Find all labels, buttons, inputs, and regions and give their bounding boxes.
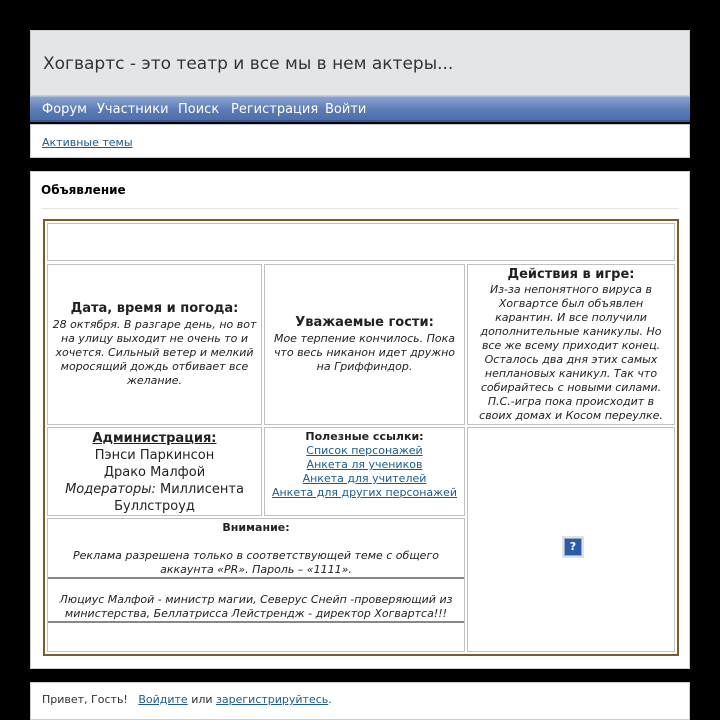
help-icon[interactable]: ? <box>564 538 582 556</box>
nav-register[interactable]: Регистрация <box>231 102 319 117</box>
attention-cell <box>47 518 465 652</box>
guests-cell <box>264 264 465 425</box>
game-actions-cell <box>467 264 675 425</box>
image-cell <box>467 427 675 652</box>
teachers-form-link[interactable]: Анкета для учителей <box>302 472 427 485</box>
register-link[interactable]: зарегистрируйтесь <box>216 693 329 706</box>
divider <box>41 208 679 209</box>
links-heading: Полезные ссылки: <box>305 430 424 443</box>
game-heading: Действия в игре: <box>507 267 635 282</box>
moderators-label: Модераторы: <box>65 482 156 497</box>
nav-search[interactable]: Поиск <box>178 102 220 117</box>
other-characters-form-link[interactable]: Анкета для других персонажей <box>271 486 458 499</box>
admin-name: Пэнси Паркинсон <box>94 448 215 463</box>
game-text: Из-за непонятного вируса в Хогвартсе был объявлен карантин. И все получили дополнительные каникулы. Но все же всему приходит конец. Осталось два дня этих самых неплановых каникул. Так что собирайтесь с новыми силами. П.С.-игра пока происходит в своих домах и Косом переулке. <box>479 283 663 422</box>
admin-name: Драко Малфой <box>103 465 206 480</box>
login-link[interactable]: Войдите <box>138 693 188 706</box>
main-navigation <box>30 96 690 122</box>
guests-heading: Уважаемые гости: <box>295 315 434 330</box>
forum-header <box>30 30 690 96</box>
attention-text: Люциус Малфой - министр магии, Северус Снейп -проверяющий из министерства, Беллатрисса Лейстрендж - директор Хогвартса!!! <box>59 593 453 620</box>
period-text: . <box>328 693 332 706</box>
attention-text: Реклама разрешена только в соответствующей теме с общего аккаунта «PR». Пароль – «1111». <box>73 549 439 576</box>
guest-greeting-line <box>42 693 332 706</box>
or-text: или <box>191 693 213 706</box>
forum-title: Хогвартс - это театр и все мы в нем актеры... <box>43 54 454 74</box>
admin-cell <box>47 427 262 516</box>
guests-text: Мое терпение кончилось. Пока что весь никанон идет дружно на Гриффиндор. <box>273 332 456 373</box>
sub-navigation <box>30 124 690 158</box>
moderators-line <box>52 481 257 515</box>
datetime-heading: Дата, время и погода: <box>70 301 239 316</box>
divider <box>48 621 464 623</box>
nav-forum[interactable]: Форум <box>42 102 87 117</box>
announcement-panel <box>30 171 690 669</box>
datetime-text: 28 октября. В разгаре день, но вот на улицу выходит не очень то и хочется. Сильный ветер и мелкий моросящий дождь отбивает все желание. <box>52 318 257 387</box>
active-topics-link[interactable]: Активные темы <box>42 136 133 149</box>
useful-links-cell <box>264 427 465 516</box>
characters-list-link[interactable]: Список персонажей <box>306 444 423 457</box>
datetime-cell <box>47 264 262 425</box>
guest-footer <box>30 682 690 720</box>
nav-login[interactable]: Войти <box>325 102 367 117</box>
banner-cell <box>47 223 675 261</box>
attention-heading: Внимание: <box>222 521 290 534</box>
nav-members[interactable]: Участники <box>97 102 169 117</box>
announcement-table <box>43 219 679 656</box>
students-form-link[interactable]: Анкета ля учеников <box>306 458 423 471</box>
guest-greeting: Привет, Гость! <box>42 693 128 706</box>
moderators-names: Миллисента Буллстроуд <box>114 482 244 514</box>
announcement-title: Объявление <box>41 183 126 197</box>
divider <box>48 577 464 579</box>
admin-heading: Администрация: <box>92 431 217 446</box>
